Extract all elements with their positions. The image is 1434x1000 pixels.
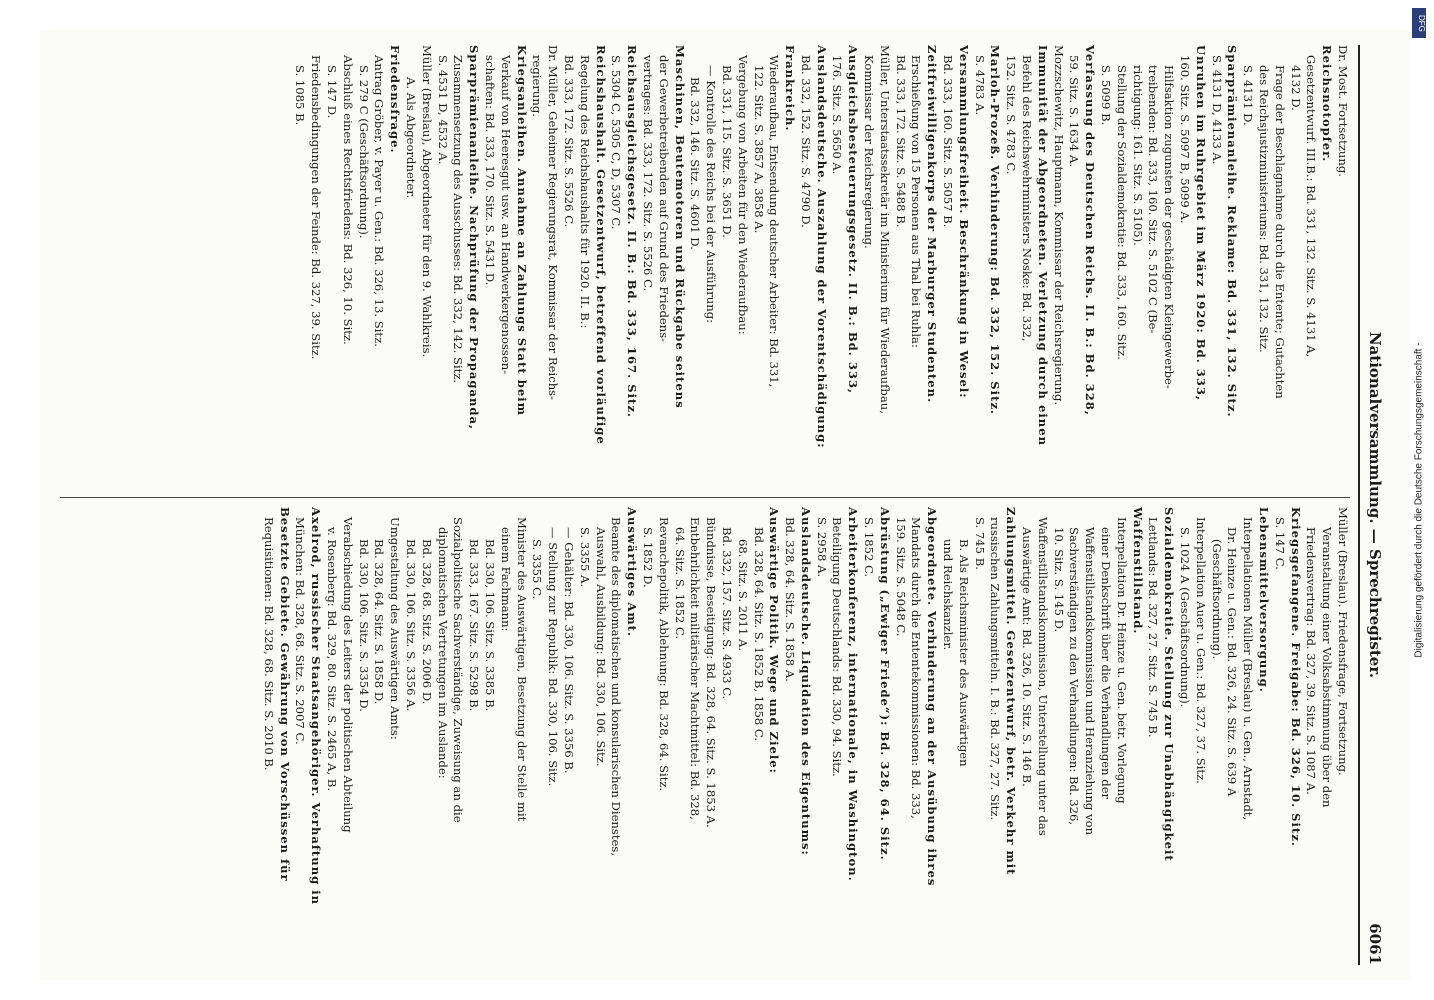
index-line: S. 1852 D.	[640, 527, 655, 588]
index-line: Müller (Breslau), Abgeordneter für den 9. Wahlkreis.	[419, 45, 434, 358]
index-line: Auslandsdeutsche. Auszahlung der Vorentschädigung:	[814, 45, 829, 449]
index-line: Hilfsaktion zugunsten der geschädigten Kleingewerbe-	[1162, 65, 1177, 389]
index-line: Bd. 332, 146. Sitz. S. 4601 D.	[688, 77, 703, 250]
index-line: Sachverständigen zu den Verhandlungen: Bd. 326,	[1067, 527, 1082, 826]
index-line: Friedensvertrag: Bd. 327, 39. Sitz. S. 1087 A.	[1304, 527, 1319, 795]
index-line: Marloh-Prozeß. Verhinderung: Bd. 332, 152. Sitz.	[988, 45, 1003, 416]
index-line: Interpellationen Müller (Breslau) u. Gen., Arnstadt,	[1241, 517, 1256, 821]
index-line: Bd. 332, 152. Sitz. S. 4790 D.	[798, 55, 813, 228]
index-line: Umgestaltung des Auswärtigen Amts:	[388, 517, 403, 740]
index-line: S. 1024 A (Geschäftsordnung).	[1178, 527, 1193, 708]
index-line: Immunität der Abgeordneten. Verletzung durch einen	[1035, 45, 1050, 446]
index-line: Bd. 328, 64. Sitz. S. 1852 B, 1858 C.	[751, 527, 766, 742]
index-line: S. 147 C.	[1272, 517, 1287, 570]
index-line: S. 3355 C.	[530, 539, 545, 600]
index-line: Antrag Gröber, v. Payer u. Gen.: Bd. 326, 13. Sitz.	[372, 55, 387, 347]
index-line: S. 279 C (Geschäftsordnung).	[356, 65, 371, 239]
index-line: russischen Zahlungsmitteln. I. B.: Bd. 327, 27. Sitz.	[988, 517, 1003, 821]
index-line: Wiederaufbau, Entsendung deutscher Arbeiter: Bd. 331,	[767, 55, 782, 388]
index-line: Unruhen im Ruhrgebiet im März 1920: Bd. 333,	[1193, 45, 1208, 402]
scanned-page	[40, 30, 1410, 980]
index-line: Sozialdemokratie. Stellung zur Unabhängigkeit	[1162, 507, 1177, 862]
running-title: Nationalversammlung. — Sprechregister.	[1366, 331, 1384, 679]
index-line: S. 4531 D, 4532 A.	[435, 55, 450, 165]
index-line: 59. Sitz. S. 1634 A.	[1067, 55, 1082, 168]
index-line: Dr. Heinze u. Gen.: Bd. 326, 24. Sitz. S. 639 A	[1225, 527, 1240, 797]
index-line: Besetzte Gebiete. Gewährung von Vorschüssen für	[277, 507, 292, 882]
index-line: Auslandsdeutsche. Liquidation des Eigentums:	[798, 507, 813, 856]
index-line: Lettlands: Bd. 327, 27. Sitz. S. 745 B.	[1146, 517, 1161, 738]
index-line: Bd. 332, 157. Sitz. S. 4933 C.	[719, 527, 734, 700]
index-line: Bd. 333, 172. Sitz. S. 5526 C.	[561, 55, 576, 228]
index-line: Beteiligung Deutschlands: Bd. 330, 94. Sitz.	[830, 517, 845, 777]
index-line: Vergebung von Arbeiten für den Wiederaufbau:	[735, 55, 750, 335]
index-line: Bd. 333, 172. Sitz. S. 5488 B.	[893, 55, 908, 228]
index-line: einem Fachmann:	[498, 527, 513, 632]
digitization-note	[1410, 150, 1428, 850]
index-line: Zusammensetzung des Ausschusses: Bd. 332, 142. Sitz.	[451, 55, 466, 384]
index-line: S. 5099 B.	[1099, 65, 1114, 126]
index-line: schaften: Bd. 333, 170. Sitz. S. 5431 D.	[482, 55, 497, 286]
index-line: Reichshaushalt. Gesetzentwurf, betreffend vorläufige	[593, 45, 608, 445]
index-line: vertrages: Bd. 333, 172. Sitz. S. 5526 C.	[640, 55, 655, 292]
index-line: Ausgleichsbesteuerungsgesetz. II. B.: Bd. 333,	[846, 45, 861, 395]
index-line: B. Als Reichsminister des Auswärtigen	[956, 539, 971, 767]
index-line: Bd. 333, 160. Sitz. S. 5057 B.	[941, 55, 956, 228]
index-line: Kommissar der Reichsregierung.	[862, 55, 877, 249]
index-line: Mandats durch die Ententekommissionen: Bd. 333,	[909, 517, 924, 819]
index-line: Verfassung des Deutschen Reichs. II. B.: Bd. 328,	[1083, 45, 1098, 416]
index-line: 152. Sitz. S. 4783 C.	[1004, 55, 1019, 175]
index-line: Maschinen, Beutemotoren und Rückgabe seitens	[672, 45, 687, 409]
index-line: Bd. 328, 64. Sitz. S. 1858 A.	[783, 517, 798, 682]
index-line: diplomatischen Vertretungen im Auslande:	[435, 527, 450, 779]
index-line: Waffenstillstandskommission und Heranziehung von	[1083, 527, 1098, 836]
index-line: Lebensmittelversorgung.	[1257, 507, 1272, 693]
index-line: einer Denkschrift über die Verhandlungen der	[1099, 527, 1114, 800]
digitization-note-text: Digitalisierung gefördert durch die Deutsche Forschungsgemeinschaft -	[1413, 342, 1425, 658]
index-line: Befehl des Reichswehrministers Noske: Bd. 332,	[1020, 55, 1035, 342]
index-line: Zeitfreiwilligenkorps der Marburger Studenten.	[925, 45, 940, 404]
index-line: Zahlungsmittel. Gesetzentwurf, betr. Verkehr mit	[1004, 507, 1019, 876]
index-line: — Kontrolle des Reichs bei der Ausführung:	[704, 65, 719, 324]
index-line: Auswärtiges Amt.	[625, 507, 640, 638]
index-line: Requisitionen: Bd. 328, 68. Sitz. S. 2010 B.	[261, 517, 276, 771]
index-line: 10. Sitz. S. 145 D.	[1051, 527, 1066, 633]
page-header	[1362, 45, 1390, 965]
index-line: 64. Sitz. S. 1852 C.	[672, 527, 687, 640]
index-line: S. 4131 D, 4133 A.	[1209, 55, 1224, 165]
index-line: Waffenstillstandskommission, Unterstellung unter das	[1035, 517, 1050, 836]
index-line: S. 1852 C.	[862, 517, 877, 578]
index-line: Auswahl, Ausbildung: Bd. 330, 106. Sitz.	[593, 527, 608, 767]
index-line: 160. Sitz. S. 5097 B, 5099 A.	[1178, 55, 1193, 224]
index-line: Bd. 328, 68. Sitz. S. 2006 D.	[419, 539, 434, 705]
rotated-page-content	[60, 45, 1390, 965]
index-line: Interpellation Dr. Heinze u. Gen. betr. Vorlegung	[1114, 517, 1129, 804]
index-line: Bd. 331, 115. Sitz. S. 3651 D.	[719, 65, 734, 238]
index-line: Frankreich.	[783, 45, 798, 132]
index-line: 176. Sitz. S. 5650 A.	[830, 55, 845, 175]
index-line: Reichsausgleichsgesetz. II. B.: Bd. 333, 167. Sitz.	[625, 45, 640, 418]
index-line: — Stellung zur Republik: Bd. 330, 106. Sitz.	[546, 527, 561, 787]
index-line: S. 745 B.	[972, 517, 987, 570]
page-number: 6061	[1366, 923, 1384, 965]
index-line: Bd. 328, 64. Sitz. S. 1858 D.	[372, 539, 387, 705]
index-line: Bündnisse, Beseitigung: Bd. 328, 64. Sitz. S. 1853 A.	[704, 517, 719, 828]
dfg-logo: DFG	[1412, 8, 1426, 38]
index-line: Gesetzentwurf. III.B.: Bd. 331, 132. Sitz. S. 4131 A,	[1304, 55, 1319, 358]
index-line: S. 1085 B.	[293, 65, 308, 126]
index-line: Frage der Beschlagnahme durch die Entente; Gutachten	[1272, 65, 1287, 399]
index-line: Axelrod, russischer Staatsangehöriger. Verhaftung in	[309, 507, 324, 906]
index-line: Abgeordnete. Verhinderung an der Ausübung ihres	[925, 507, 940, 887]
index-line: Dr. Most. Fortsetzung.	[1336, 45, 1350, 177]
index-line: S. 147 D.	[325, 65, 339, 119]
header-rule	[1358, 45, 1360, 965]
index-line: Dr. Müller, Geheimer Regierungsrat, Kommissar der Reichs-	[546, 45, 561, 401]
index-line: und Reichskanzler.	[941, 539, 956, 651]
index-line: Beamte des diplomatischen und konsularischen Dienstes,	[609, 517, 624, 857]
index-line: Abschluß eines Rechtsfriedens: Bd. 326, 10. Sitz.	[340, 55, 355, 345]
index-line: Entbehrlichkeit militärischer Machtmittel: Bd. 328,	[688, 517, 703, 820]
index-column-left	[292, 45, 1350, 485]
index-line: S. 2958 A.	[814, 517, 829, 578]
index-line: Veranstaltung einer Volksabstimmung über den	[1320, 527, 1335, 808]
index-line: Interpellation Auer u. Gen.: Bd. 327, 37. Sitz.	[1193, 517, 1208, 784]
index-line: treibenden: Bd. 333, 160. Sitz. S. 5102 C (Be-	[1146, 65, 1161, 334]
index-line: Abrüstung („Ewiger Friede“): Bd. 328, 64. Sitz.	[877, 507, 892, 861]
index-line: Sparprämienanleihe. Nachprüfung der Propaganda,	[467, 45, 482, 431]
index-line: Auswärtige Politik. Wege und Ziele:	[767, 507, 782, 774]
index-column-right	[260, 507, 1350, 947]
index-line: (Geschäftsordnung).	[1209, 539, 1224, 660]
index-line: Minister des Auswärtigen, Besetzung der Stelle mit	[514, 517, 529, 822]
index-line: Bd. 330, 106. Sitz. S. 3354 D.	[356, 539, 371, 712]
index-line: Revanchepolitik, Ablehnung: Bd. 328, 64. Sitz.	[656, 517, 671, 792]
index-line: Bd. 330, 106. Sitz. S. 3385 B.	[482, 539, 497, 712]
index-line: Friedensbedingungen der Feinde: Bd. 327, 39. Sitz.	[309, 55, 324, 360]
index-line: Mozzschewitz, Hauptmann, Kommissar der Reichsregierung.	[1051, 45, 1066, 406]
index-line: Müller, Unterstaatssekretär im Ministerium für Wiederaufbau,	[877, 45, 892, 414]
index-line: 122. Sitz. S. 3857 A, 3858 A.	[751, 65, 766, 234]
index-line: Kriegsgefangene. Freigabe: Bd. 326, 10. Sitz.	[1288, 507, 1303, 847]
index-line: Bd. 330, 106. Sitz. S. 3356 A.	[403, 539, 418, 712]
index-line: München: Bd. 328, 68. Sitz. S. 2007 C.	[293, 517, 308, 745]
index-line: 68. Sitz. S. 2011 A.	[735, 539, 750, 652]
index-line: Stellung der Sozialdemokratie: Bd. 333, 160. Sitz.	[1114, 65, 1129, 360]
index-line: — Gehälter: Bd. 330, 106. Sitz. S. 3356 B.	[561, 527, 576, 774]
index-line: Regelung des Reichshaushalts für 1920. II. B.:	[577, 55, 592, 329]
index-line: S. 5304 C, 5305 C, D, 5307 C.	[609, 55, 624, 230]
index-line: Sparprämienanleihe. Reklame: Bd. 331, 132. Sitz.	[1225, 45, 1240, 418]
index-line: S. 4783 A.	[972, 55, 987, 116]
index-line: regierung.	[530, 55, 545, 117]
index-line: Sozialpolitische Sachverständige, Zuweisung an die	[451, 517, 466, 823]
index-line: Arbeiterkonferenz, internationale, in Washington.	[846, 507, 861, 882]
index-line: Bd. 333, 167. Sitz. S. 5298 B.	[467, 539, 482, 712]
index-line: der Gewerbetreibenden auf Grund des Friedens-	[656, 55, 671, 343]
index-line: Verabschiedung des Leiters der politischen Abteilung	[340, 517, 355, 833]
index-line: Friedensfrage.	[388, 45, 403, 154]
index-line: Kriegsanleihen. Annahme an Zahlungs Statt beim	[514, 45, 529, 416]
index-line: Reichsnotopfer.	[1320, 45, 1335, 163]
index-line: 4132 D.	[1288, 65, 1303, 111]
index-line: S. 4131 D.	[1241, 65, 1256, 126]
index-line: A. Als Abgeordneter.	[403, 77, 418, 199]
index-line: Müller (Breslau). Friedensfrage, Fortsetzung.	[1336, 507, 1350, 776]
index-line: Waffenstillstand.	[1130, 507, 1145, 635]
column-divider	[60, 497, 1350, 498]
index-line: richtigung: 161. Sitz. S. 5105).	[1130, 65, 1145, 246]
index-line: Versammlungsfreiheit. Beschränkung in Wesel:	[956, 45, 971, 399]
index-line: des Reichsjustizministeriums: Bd. 331, 132. Sitz.	[1257, 65, 1272, 353]
index-line: S. 3355 A.	[577, 527, 592, 588]
index-line: v. Rosenberg: Bd. 329, 80. Sitz. S. 2465 A, B.	[325, 527, 339, 792]
index-line: 159. Sitz. S. 5048 C.	[893, 517, 908, 637]
index-line: Auswärtige Amt: Bd. 326, 10. Sitz. S. 146 B.	[1020, 527, 1035, 787]
index-line: Erschießung von 15 Personen aus Thal bei Ruhla:	[909, 55, 924, 348]
index-line: Verkauf von Heeresgut usw. an Handwerkergenossen-	[498, 55, 513, 375]
